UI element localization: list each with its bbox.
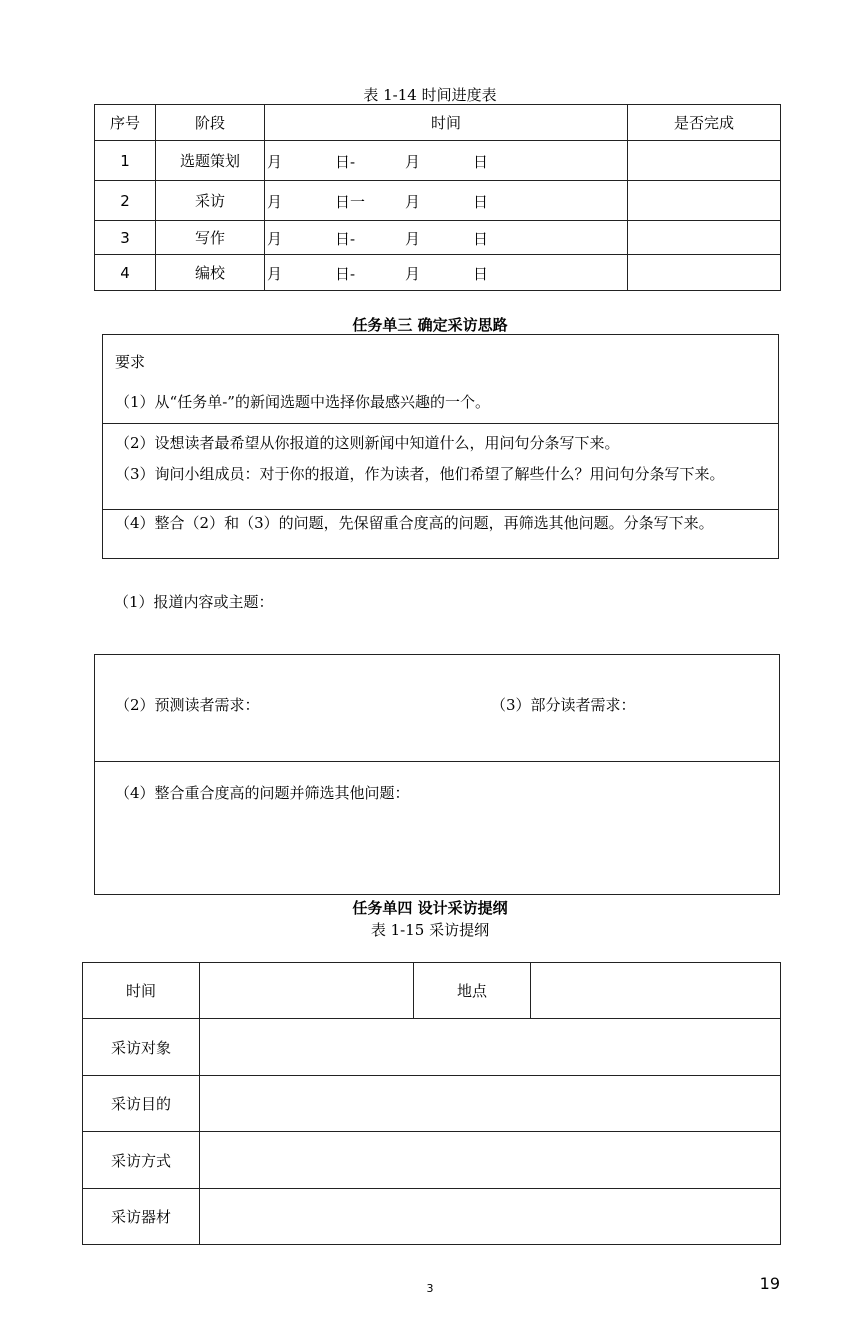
month-end: 月 xyxy=(405,229,421,248)
requirements-label: 要求 xyxy=(115,353,146,371)
header-done: 是否完成 xyxy=(628,105,781,141)
month-end: 月 xyxy=(405,152,421,171)
answer-box-top xyxy=(94,654,780,762)
row-done xyxy=(628,255,781,291)
month-start: 月 xyxy=(267,152,283,171)
requirements-box-middle xyxy=(102,423,779,510)
place-value xyxy=(531,963,781,1019)
row-date-range xyxy=(265,255,628,291)
row-no: 2 xyxy=(95,181,156,221)
table14-caption: 表 1-14 时间进度表 xyxy=(363,86,497,104)
row-stage: 写作 xyxy=(156,221,265,255)
schedule-header-row xyxy=(95,105,781,141)
answer-3-label: （3）部分读者需求： xyxy=(491,696,636,714)
day-end: 日 xyxy=(473,229,489,248)
requirement-3: （3）询问小组成员：对于你的报道，作为读者，他们希望了解些什么？用问句分条写下来。 xyxy=(115,465,725,483)
requirements-box-top xyxy=(102,334,779,424)
header-no: 序号 xyxy=(95,105,156,141)
schedule-table xyxy=(94,104,781,291)
month-end: 月 xyxy=(405,264,421,283)
table-row xyxy=(95,221,781,255)
answer-2-label: （2）预测读者需求： xyxy=(115,696,260,714)
day-end: 日 xyxy=(473,264,489,283)
answer-4-label: （4）整合重合度高的问题并筛选其他问题： xyxy=(115,784,410,802)
month-start: 月 xyxy=(267,264,283,283)
table-row xyxy=(95,181,781,221)
page-number: 19 xyxy=(759,1274,780,1293)
row-date-range xyxy=(265,221,628,255)
row-value xyxy=(200,1076,781,1132)
answer-box-bottom xyxy=(94,761,780,895)
row-no: 3 xyxy=(95,221,156,255)
row-value xyxy=(200,1019,781,1076)
place-label: 地点 xyxy=(414,963,531,1019)
row-label: 采访对象 xyxy=(83,1019,200,1076)
row-value xyxy=(200,1132,781,1189)
task3-heading: 任务单三 确定采访思路 xyxy=(352,316,508,334)
row-date-range xyxy=(265,181,628,221)
answer-1-label: （1）报道内容或主题： xyxy=(114,593,274,611)
day-start: 日- xyxy=(335,152,356,171)
table-row xyxy=(95,141,781,181)
day-start: 日一 xyxy=(335,192,366,211)
month-start: 月 xyxy=(267,192,283,211)
requirement-4: （4）整合（2）和（3）的问题，先保留重合度高的问题，再筛选其他问题。分条写下来。 xyxy=(115,514,714,532)
interview-outline-table xyxy=(82,962,781,1245)
row-label: 采访器材 xyxy=(83,1189,200,1245)
header-time: 时间 xyxy=(265,105,628,141)
day-end: 日 xyxy=(473,152,489,171)
row-label: 采访目的 xyxy=(83,1076,200,1132)
table-row xyxy=(83,1189,781,1245)
row-label: 采访方式 xyxy=(83,1132,200,1189)
row-no: 4 xyxy=(95,255,156,291)
row-done xyxy=(628,141,781,181)
row-stage: 编校 xyxy=(156,255,265,291)
table-row xyxy=(83,1132,781,1189)
row-stage: 采访 xyxy=(156,181,265,221)
table-row xyxy=(83,963,781,1019)
day-end: 日 xyxy=(473,192,489,211)
row-no: 1 xyxy=(95,141,156,181)
day-start: 日- xyxy=(335,229,356,248)
month-start: 月 xyxy=(267,229,283,248)
row-done xyxy=(628,221,781,255)
time-label: 时间 xyxy=(83,963,200,1019)
table-row xyxy=(83,1076,781,1132)
day-start: 日- xyxy=(335,264,356,283)
row-done xyxy=(628,181,781,221)
time-value xyxy=(200,963,414,1019)
task4-heading: 任务单四 设计采访提纲 xyxy=(352,899,508,917)
requirement-2: （2）设想读者最希望从你报道的这则新闻中知道什么，用问句分条写下来。 xyxy=(115,434,620,452)
table-row xyxy=(95,255,781,291)
month-end: 月 xyxy=(405,192,421,211)
header-stage: 阶段 xyxy=(156,105,265,141)
requirements-box-bottom xyxy=(102,509,779,559)
table-row xyxy=(83,1019,781,1076)
row-date-range xyxy=(265,141,628,181)
row-stage: 选题策划 xyxy=(156,141,265,181)
footer-center-number: 3 xyxy=(426,1282,434,1295)
row-value xyxy=(200,1189,781,1245)
requirement-1: （1）从“任务单-”的新闻选题中选择你最感兴趣的一个。 xyxy=(115,393,490,411)
table15-caption: 表 1-15 采访提纲 xyxy=(370,921,490,939)
